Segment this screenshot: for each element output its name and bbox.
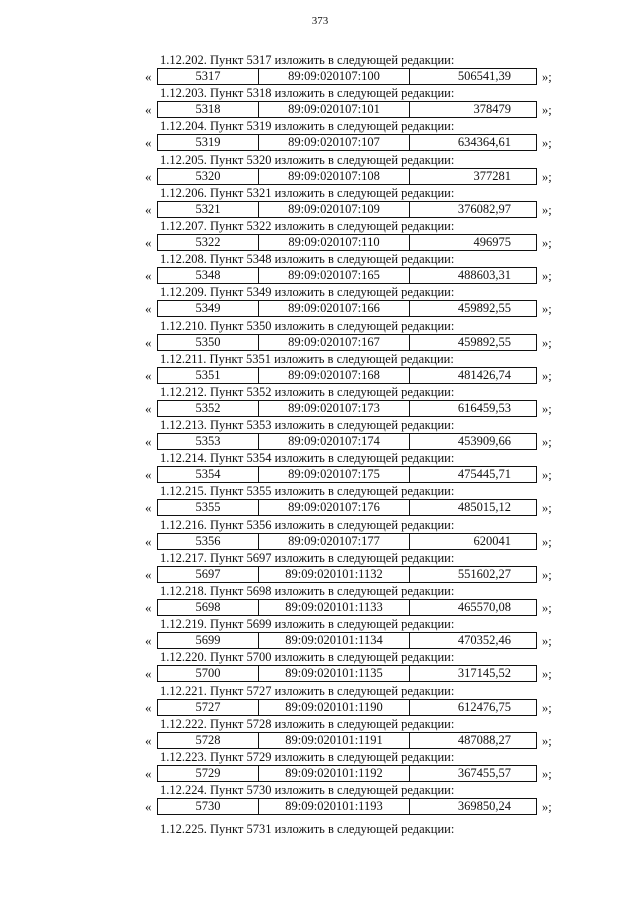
amendment-entry [0,219,640,252]
cadastral-number-cell: 89:09:020107:176 [259,500,410,515]
amendment-entry [0,451,640,484]
table-row [0,566,640,583]
entry-heading: 1.12.223. Пункт 5729 изложить в следующей редакции: [160,749,455,764]
item-number-cell: 5350 [158,335,259,350]
record-table [157,334,537,351]
value-cell: 551602,27 [457,566,511,581]
entry-heading: 1.12.214. Пункт 5354 изложить в следующей редакции: [160,451,455,466]
open-quote: « [145,301,152,317]
open-quote: « [145,434,152,450]
item-number-cell: 5355 [158,500,259,515]
item-number-cell: 5318 [158,102,259,117]
open-quote: « [145,201,152,217]
entry-heading: 1.12.202. Пункт 5317 изложить в следующей редакции: [160,53,455,67]
value-cell: 453909,66 [457,434,511,449]
record-table [157,566,537,583]
record-table [157,234,537,251]
amendment-entry [0,53,640,86]
open-quote: « [145,732,152,748]
record-table [157,134,537,151]
record-table [157,400,537,417]
amendment-entry [0,551,640,584]
close-quote: »; [542,700,552,715]
amendment-entry [0,252,640,285]
record-table [157,632,537,649]
amendment-entry [0,484,640,517]
item-number-cell: 5697 [158,567,259,582]
value-cell: 487088,27 [457,732,511,747]
open-quote: « [145,633,152,649]
item-number-cell: 5730 [158,799,259,814]
amendment-entry [0,86,640,119]
table-row [0,234,640,251]
open-quote: « [145,500,152,516]
record-table [157,699,537,716]
record-table [157,101,537,118]
entry-heading: 1.12.225. Пункт 5731 изложить в следующей редакции: [160,822,455,836]
open-quote: « [145,566,152,582]
cadastral-number-cell: 89:09:020101:1133 [259,600,410,615]
record-table [157,267,537,284]
value-cell: 369850,24 [457,799,511,814]
amendment-entry [0,584,640,617]
value-cell: 459892,55 [457,334,511,349]
table-row [0,466,640,483]
table-row [0,367,640,384]
cadastral-number-cell: 89:09:020107:101 [259,102,410,117]
entry-heading: 1.12.222. Пункт 5728 изложить в следующей редакции: [160,716,455,731]
amendment-entry [0,319,640,352]
amendment-entry [0,285,640,318]
amendment-entry [0,717,640,750]
item-number-cell: 5729 [158,766,259,781]
record-table [157,533,537,550]
page-number: 373 [311,15,329,27]
item-number-cell: 5698 [158,600,259,615]
open-quote: « [145,765,152,781]
table-row [0,400,640,417]
table-row [0,699,640,716]
open-quote: « [145,135,152,151]
open-quote: « [145,69,152,84]
value-cell: 475445,71 [457,467,511,482]
amendment-list [0,53,640,816]
cadastral-number-cell: 89:09:020101:1191 [259,733,410,748]
amendment-entry [0,783,640,816]
close-quote: »; [542,468,552,483]
close-quote: »; [542,667,552,682]
cadastral-number-cell: 89:09:020107:108 [259,169,410,184]
amendment-entry [0,385,640,418]
open-quote: « [145,400,152,416]
record-table [157,68,537,85]
value-cell: 496975 [473,234,511,249]
entry-heading: 1.12.221. Пункт 5727 изложить в следующей редакции: [160,683,455,698]
close-quote: »; [542,435,552,450]
close-quote: »; [542,601,552,615]
item-number-cell: 5354 [158,467,259,482]
amendment-entry [0,153,640,186]
item-number-cell: 5699 [158,633,259,648]
value-cell: 485015,12 [457,500,511,515]
table-row [0,665,640,682]
entry-heading: 1.12.203. Пункт 5318 изложить в следующей редакции: [160,86,455,101]
item-number-cell: 5321 [158,202,259,217]
amendment-entry [0,119,640,152]
table-row [0,300,640,317]
record-table [157,765,537,782]
open-quote: « [145,533,152,549]
item-number-cell: 5348 [158,268,259,283]
table-row [0,732,640,749]
cadastral-number-cell: 89:09:020107:166 [259,301,410,316]
amendment-entry [0,650,640,683]
value-cell: 488603,31 [457,268,511,283]
entry-heading: 1.12.220. Пункт 5700 изложить в следующей редакции: [160,650,455,665]
table-row [0,798,640,815]
cadastral-number-cell: 89:09:020107:167 [259,335,410,350]
record-table [157,599,537,616]
cadastral-number-cell: 89:09:020107:173 [259,401,410,416]
entry-heading: 1.12.213. Пункт 5353 изложить в следующей редакции: [160,418,455,433]
item-number-cell: 5728 [158,733,259,748]
cadastral-number-cell: 89:09:020107:110 [259,235,410,250]
table-row [0,168,640,185]
open-quote: « [145,467,152,483]
close-quote: »; [542,766,552,781]
table-row [0,134,640,151]
item-number-cell: 5352 [158,401,259,416]
record-table [157,433,537,450]
entry-heading: 1.12.212. Пункт 5352 изложить в следующей редакции: [160,384,455,399]
table-row [0,499,640,516]
item-number-cell: 5351 [158,368,259,383]
cadastral-number-cell: 89:09:020107:165 [259,268,410,283]
open-quote: « [145,168,152,184]
item-number-cell: 5349 [158,301,259,316]
close-quote: »; [542,302,552,317]
close-quote: »; [542,169,552,184]
cadastral-number-cell: 89:09:020107:168 [259,368,410,383]
cadastral-number-cell: 89:09:020107:107 [259,135,410,150]
open-quote: « [145,600,152,615]
value-cell: 612476,75 [457,699,511,714]
entry-heading: 1.12.218. Пункт 5698 изложить в следующей редакции: [160,584,455,598]
value-cell: 376082,97 [457,201,511,216]
entry-heading: 1.12.216. Пункт 5356 изложить в следующей редакции: [160,517,455,532]
close-quote: »; [542,634,552,649]
close-quote: »; [542,501,552,516]
entry-heading: 1.12.210. Пункт 5350 изложить в следующей редакции: [160,318,455,333]
table-row [0,533,640,550]
entry-heading: 1.12.204. Пункт 5319 изложить в следующей редакции: [160,119,455,134]
amendment-entry [0,518,640,551]
value-cell: 506541,39 [457,69,511,83]
open-quote: « [145,102,152,118]
value-cell: 634364,61 [457,135,511,150]
table-row [0,632,640,649]
amendment-entry [0,186,640,219]
amendment-entry [0,617,640,650]
value-cell: 481426,74 [457,367,511,382]
value-cell: 378479 [473,102,511,117]
cadastral-number-cell: 89:09:020101:1190 [259,700,410,715]
cadastral-number-cell: 89:09:020101:1135 [259,666,410,681]
close-quote: »; [542,202,552,217]
close-quote: »; [542,800,552,815]
table-row [0,267,640,284]
value-cell: 465570,08 [457,600,511,614]
record-table [157,798,537,815]
entry-heading: 1.12.224. Пункт 5730 изложить в следующей редакции: [160,783,455,798]
amendment-entry [0,750,640,783]
entry-heading: 1.12.219. Пункт 5699 изложить в следующей редакции: [160,617,455,632]
value-cell: 317145,52 [457,666,511,681]
close-quote: »; [542,567,552,582]
amendment-entry [0,418,640,451]
close-quote: »; [542,733,552,748]
open-quote: « [145,799,152,815]
table-row [0,599,640,616]
entry-heading: 1.12.217. Пункт 5697 изложить в следующей редакции: [160,550,455,565]
value-cell: 377281 [473,168,511,183]
cadastral-number-cell: 89:09:020101:1134 [259,633,410,648]
open-quote: « [145,334,152,350]
item-number-cell: 5353 [158,434,259,449]
open-quote: « [145,666,152,682]
record-table [157,732,537,749]
value-cell: 459892,55 [457,301,511,316]
entry-heading: 1.12.215. Пункт 5355 изложить в следующей редакции: [160,484,455,499]
close-quote: »; [542,534,552,549]
table-row [0,201,640,218]
close-quote: »; [542,136,552,151]
amendment-entry [0,684,640,717]
item-number-cell: 5727 [158,700,259,715]
item-number-cell: 5700 [158,666,259,681]
close-quote: »; [542,401,552,416]
table-row [0,433,640,450]
item-number-cell: 5317 [158,69,259,84]
entry-heading: 1.12.208. Пункт 5348 изложить в следующей редакции: [160,252,455,267]
amendment-entry [0,352,640,385]
item-number-cell: 5322 [158,235,259,250]
value-cell: 367455,57 [457,765,511,780]
cadastral-number-cell: 89:09:020107:100 [259,69,410,84]
item-number-cell: 5319 [158,135,259,150]
open-quote: « [145,268,152,284]
cadastral-number-cell: 89:09:020101:1193 [259,799,410,814]
cadastral-number-cell: 89:09:020107:175 [259,467,410,482]
value-cell: 616459,53 [457,400,511,415]
cadastral-number-cell: 89:09:020101:1132 [259,567,410,582]
open-quote: « [145,367,152,383]
cadastral-number-cell: 89:09:020107:109 [259,202,410,217]
record-table [157,466,537,483]
item-number-cell: 5356 [158,534,259,549]
table-row [0,101,640,118]
cadastral-number-cell: 89:09:020107:177 [259,534,410,549]
open-quote: « [145,699,152,715]
entry-heading: 1.12.206. Пункт 5321 изложить в следующей редакции: [160,185,455,200]
table-row [0,334,640,351]
item-number-cell: 5320 [158,169,259,184]
record-table [157,168,537,185]
close-quote: »; [542,70,552,84]
cadastral-number-cell: 89:09:020107:174 [259,434,410,449]
cadastral-number-cell: 89:09:020101:1192 [259,766,410,781]
close-quote: »; [542,235,552,250]
record-table [157,367,537,384]
close-quote: »; [542,335,552,350]
entry-heading: 1.12.211. Пункт 5351 изложить в следующей редакции: [160,351,454,366]
entry-heading: 1.12.209. Пункт 5349 изложить в следующей редакции: [160,285,455,300]
table-row [0,68,640,85]
value-cell: 620041 [473,533,511,548]
close-quote: »; [542,269,552,284]
record-table [157,300,537,317]
value-cell: 470352,46 [457,633,511,648]
record-table [157,499,537,516]
entry-heading: 1.12.205. Пункт 5320 изложить в следующей редакции: [160,152,455,167]
close-quote: »; [542,103,552,118]
table-row [0,765,640,782]
record-table [157,201,537,218]
entry-heading: 1.12.207. Пункт 5322 изложить в следующей редакции: [160,218,455,233]
record-table [157,665,537,682]
close-quote: »; [542,368,552,383]
open-quote: « [145,234,152,250]
